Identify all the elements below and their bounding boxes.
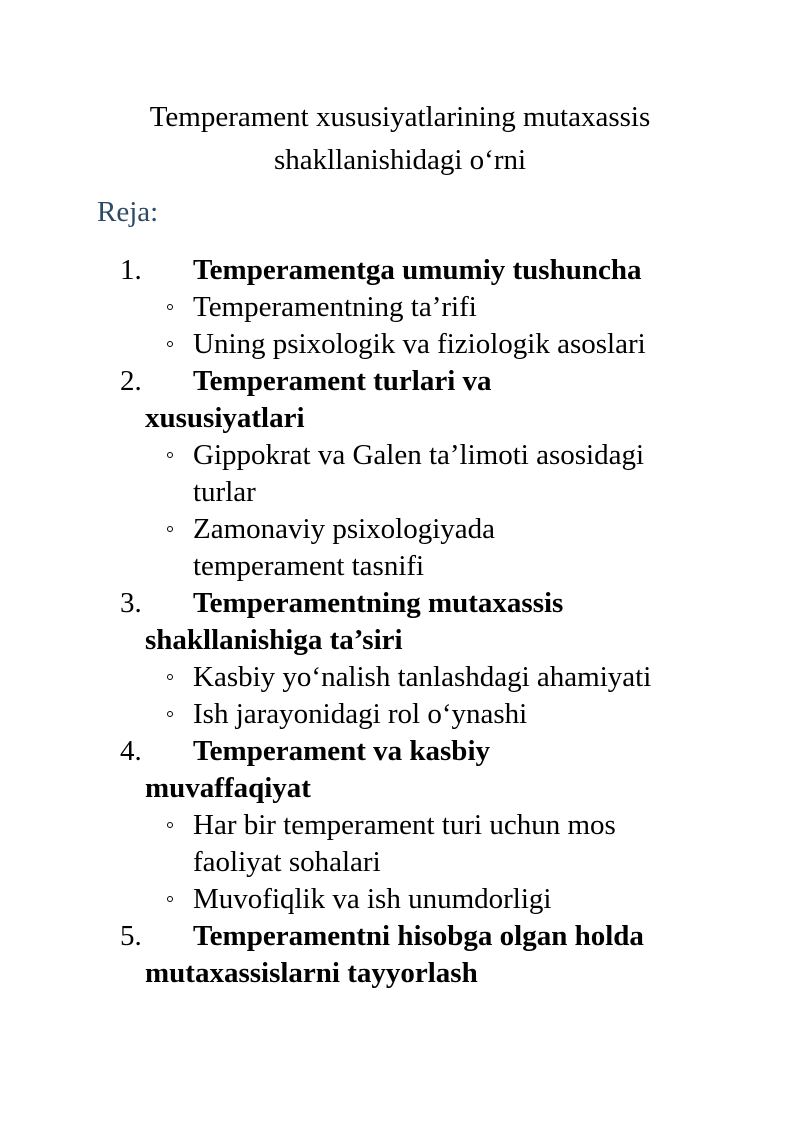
circle-bullet-icon (167, 526, 173, 532)
subitem (0, 289, 800, 326)
section-number: 2. (120, 365, 142, 397)
subitem-text: Zamonaviy psixologiyada temperament tasnifi (193, 513, 496, 582)
section-heading-text: Temperamentni hisobga olgan holda mutaxassislarni tayyorlash (145, 920, 644, 989)
plan-section-3 (0, 585, 800, 733)
document-title-line-1: Temperament xususiyatlarining mutaxassis (149, 101, 651, 133)
circle-bullet-icon (167, 711, 173, 717)
section-number: 4. (120, 735, 142, 767)
subitem-text: Gippokrat va Galen ta’limoti asosidagi turlar (193, 439, 645, 508)
section-heading-text: Temperamentning mutaxassis shakllanishiga ta’siri (145, 587, 564, 656)
circle-bullet-icon (167, 822, 173, 828)
subitem-text: Ish jarayonidagi rol o‘ynashi (193, 698, 528, 730)
section-number: 5. (120, 920, 142, 952)
subitem (0, 437, 800, 511)
subitem (0, 807, 800, 881)
section-heading (0, 252, 800, 289)
circle-bullet-icon (167, 341, 173, 347)
plan-list (0, 252, 800, 992)
section-number: 1. (120, 254, 142, 286)
section-heading-text: Temperamentga umumiy tushuncha (193, 254, 642, 286)
subitem-text: Kasbiy yo‘nalish tanlashdagi ahamiyati (193, 661, 652, 693)
circle-bullet-icon (167, 674, 173, 680)
section-number: 3. (120, 587, 142, 619)
plan-label: Reja: (97, 196, 159, 228)
subitem (0, 511, 800, 585)
subitem (0, 696, 800, 733)
section-heading (0, 585, 800, 659)
subitem-text: Temperamentning ta’rifi (193, 291, 477, 323)
subitem (0, 326, 800, 363)
section-subitems (0, 437, 800, 585)
section-subitems (0, 807, 800, 918)
section-heading (0, 918, 800, 992)
subitem (0, 881, 800, 918)
section-subitems (0, 659, 800, 733)
section-heading (0, 363, 800, 437)
document-title-line-2: shakllanishidagi o‘rni (273, 144, 527, 176)
subitem-text: Har bir temperament turi uchun mos faoliyat sohalari (193, 809, 616, 878)
circle-bullet-icon (167, 452, 173, 458)
subitem-text: Uning psixologik va fiziologik asoslari (193, 328, 646, 360)
section-heading (0, 733, 800, 807)
circle-bullet-icon (167, 304, 173, 310)
section-subitems (0, 289, 800, 363)
section-heading-text: Temperament va kasbiy muvaffaqiyat (145, 735, 490, 804)
subitem-text: Muvofiqlik va ish unumdorligi (193, 883, 552, 915)
subitem (0, 659, 800, 696)
plan-section-1 (0, 252, 800, 363)
plan-section-2 (0, 363, 800, 585)
section-heading-text: Temperament turlari va xususiyatlari (145, 365, 492, 434)
circle-bullet-icon (167, 896, 173, 902)
plan-section-5 (0, 918, 800, 992)
plan-section-4 (0, 733, 800, 918)
